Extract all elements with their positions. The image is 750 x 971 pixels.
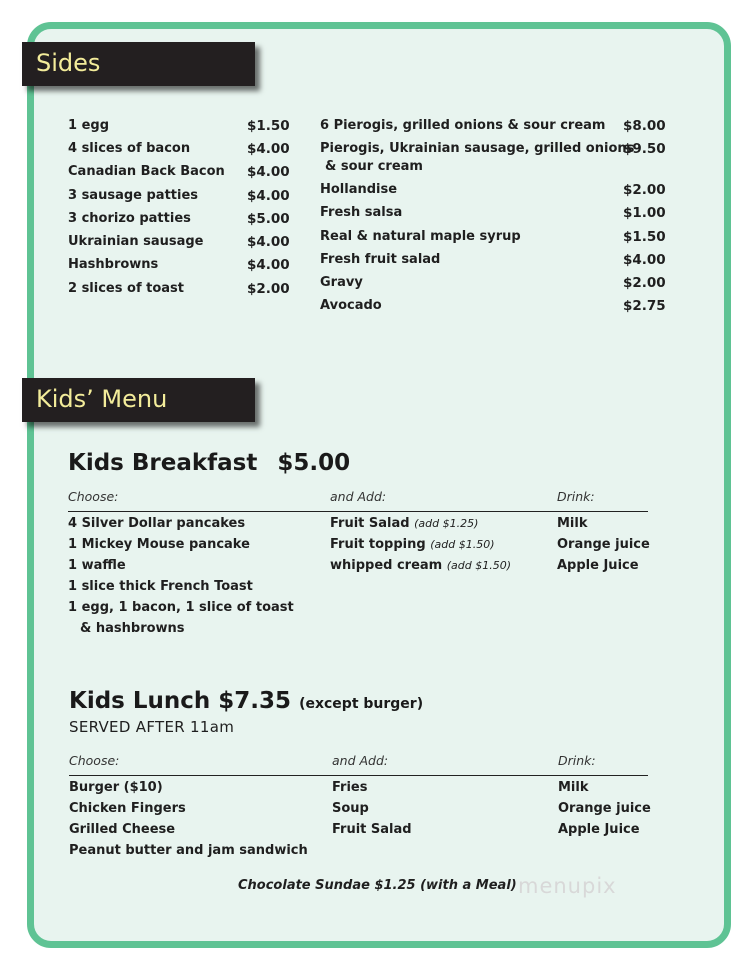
- sundae-footer-note: Chocolate Sundae $1.25 (with a Meal): [238, 878, 517, 893]
- item-price: $9.50: [623, 141, 666, 157]
- kids-lunch-heading: [69, 688, 423, 714]
- add-item-name: Fruit topping: [330, 537, 426, 552]
- menupix-watermark: menupix: [518, 874, 617, 898]
- list-item: 1 Mickey Mouse pancake: [68, 537, 250, 552]
- kids-lunch-title: Kids Lunch: [69, 688, 211, 714]
- list-item: Burger ($10): [69, 780, 163, 795]
- list-item: Milk: [557, 516, 588, 531]
- served-after-note: SERVED AFTER 11am: [69, 718, 235, 736]
- list-item-continuation: & sour cream: [325, 159, 423, 174]
- list-item: 1 egg, 1 bacon, 1 slice of toast: [68, 600, 294, 615]
- list-item: Avocado: [320, 298, 382, 313]
- divider: [68, 511, 648, 512]
- item-price: $5.00: [247, 211, 290, 227]
- list-item: [330, 516, 478, 531]
- list-item: Fresh fruit salad: [320, 252, 441, 267]
- item-price: $4.00: [247, 188, 290, 204]
- list-item: Milk: [558, 780, 589, 795]
- list-item: 4 Silver Dollar pancakes: [68, 516, 246, 531]
- list-item: Hollandise: [320, 182, 398, 197]
- item-price: $1.50: [247, 118, 290, 134]
- list-item: 3 chorizo patties: [68, 211, 191, 226]
- column-header-drink: Drink:: [557, 489, 595, 504]
- list-item: Soup: [332, 801, 369, 816]
- list-item: Orange juice: [557, 537, 650, 552]
- list-item: Fries: [332, 780, 368, 795]
- list-item: Pierogis, Ukrainian sausage, grilled onions: [320, 141, 635, 156]
- item-price: $2.00: [247, 281, 290, 297]
- list-item: 1 slice thick French Toast: [68, 579, 253, 594]
- kids-lunch-price: $7.35: [218, 688, 292, 714]
- list-item: Canadian Back Bacon: [68, 164, 225, 179]
- list-item: Orange juice: [558, 801, 651, 816]
- sides-title: Sides: [36, 49, 101, 77]
- list-item: 1 waffle: [68, 558, 126, 573]
- list-item: 6 Pierogis, grilled onions & sour cream: [320, 118, 606, 133]
- kids-lunch-exception: (except burger): [299, 696, 424, 712]
- kids-menu-title: Kids’ Menu: [36, 385, 168, 413]
- list-item: Real & natural maple syrup: [320, 229, 521, 244]
- list-item: Fresh salsa: [320, 205, 403, 220]
- item-price: $4.00: [247, 257, 290, 273]
- add-item-note: (add $1.50): [430, 538, 495, 551]
- column-header-add: and Add:: [332, 753, 389, 768]
- column-header-add: and Add:: [330, 489, 387, 504]
- column-header-choose: Choose:: [68, 489, 119, 504]
- kids-menu-banner: [22, 378, 255, 422]
- list-item: Peanut butter and jam sandwich: [69, 843, 308, 858]
- kids-breakfast-title: Kids Breakfast: [68, 450, 258, 476]
- column-header-choose: Choose:: [69, 753, 120, 768]
- list-item: Chicken Fingers: [69, 801, 186, 816]
- item-price: $4.00: [247, 141, 290, 157]
- add-item-name: whipped cream: [330, 558, 443, 573]
- list-item: [330, 537, 495, 552]
- item-price: $1.50: [623, 229, 666, 245]
- list-item: Grilled Cheese: [69, 822, 176, 837]
- kids-breakfast-heading: [68, 450, 350, 476]
- item-price: $4.00: [247, 164, 290, 180]
- add-item-note: (add $1.25): [414, 517, 479, 530]
- list-item: Gravy: [320, 275, 363, 290]
- add-item-name: Fruit Salad: [330, 516, 410, 531]
- item-price: $4.00: [623, 252, 666, 268]
- item-price: $2.00: [623, 182, 666, 198]
- list-item: [330, 558, 511, 573]
- item-price: $4.00: [247, 234, 290, 250]
- list-item: Apple Juice: [558, 822, 640, 837]
- item-price: $2.00: [623, 275, 666, 291]
- list-item: 3 sausage patties: [68, 188, 199, 203]
- list-item: Ukrainian sausage: [68, 234, 204, 249]
- list-item: 2 slices of toast: [68, 281, 184, 296]
- add-item-note: (add $1.50): [446, 559, 512, 572]
- column-header-drink: Drink:: [558, 753, 596, 768]
- list-item-continuation: & hashbrowns: [80, 621, 185, 636]
- item-price: $1.00: [623, 205, 666, 221]
- list-item: Apple Juice: [557, 558, 639, 573]
- kids-breakfast-price: $5.00: [277, 450, 351, 476]
- list-item: 1 egg: [68, 118, 109, 133]
- list-item: Fruit Salad: [332, 822, 412, 837]
- divider: [69, 775, 648, 776]
- list-item: Hashbrowns: [68, 257, 159, 272]
- list-item: 4 slices of bacon: [68, 141, 191, 156]
- item-price: $8.00: [623, 118, 666, 134]
- item-price: $2.75: [623, 298, 666, 314]
- sides-banner: [22, 42, 255, 86]
